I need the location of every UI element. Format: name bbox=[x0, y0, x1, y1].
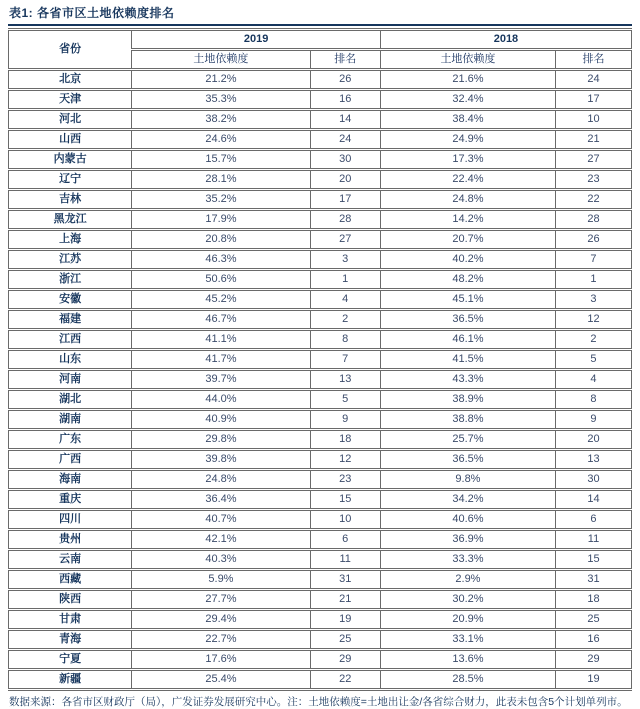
province-cell: 内蒙古 bbox=[9, 150, 132, 170]
dependency-2019-cell: 38.2% bbox=[132, 110, 310, 130]
dependency-2019-cell: 25.4% bbox=[132, 670, 310, 690]
header-province: 省份 bbox=[9, 30, 132, 70]
rank-2019-cell: 28 bbox=[310, 210, 380, 230]
dependency-2018-cell: 33.1% bbox=[380, 630, 555, 650]
rank-2019-cell: 15 bbox=[310, 490, 380, 510]
table-row bbox=[9, 350, 632, 370]
header-year-2018: 2018 bbox=[380, 30, 631, 50]
dependency-2018-cell: 45.1% bbox=[380, 290, 555, 310]
rank-2019-cell: 8 bbox=[310, 330, 380, 350]
page-title: 表1: 各省市区土地依赖度排名 bbox=[8, 2, 632, 26]
dependency-2019-cell: 36.4% bbox=[132, 490, 310, 510]
rank-2019-cell: 9 bbox=[310, 410, 380, 430]
province-cell: 重庆 bbox=[9, 490, 132, 510]
rank-2018-cell: 5 bbox=[555, 350, 631, 370]
dependency-2018-cell: 40.6% bbox=[380, 510, 555, 530]
dependency-2019-cell: 40.9% bbox=[132, 410, 310, 430]
rank-2019-cell: 10 bbox=[310, 510, 380, 530]
table-row bbox=[9, 270, 632, 290]
dependency-2019-cell: 39.8% bbox=[132, 450, 310, 470]
dependency-2019-cell: 35.2% bbox=[132, 190, 310, 210]
dependency-2018-cell: 38.9% bbox=[380, 390, 555, 410]
province-cell: 天津 bbox=[9, 90, 132, 110]
rank-2019-cell: 12 bbox=[310, 450, 380, 470]
dependency-2019-cell: 15.7% bbox=[132, 150, 310, 170]
province-cell: 山西 bbox=[9, 130, 132, 150]
rank-2019-cell: 27 bbox=[310, 230, 380, 250]
header-dependency-2019: 土地依赖度 bbox=[132, 50, 310, 70]
table-body bbox=[9, 70, 632, 690]
rank-2019-cell: 2 bbox=[310, 310, 380, 330]
table-row bbox=[9, 110, 632, 130]
dependency-2018-cell: 21.6% bbox=[380, 70, 555, 90]
rank-2019-cell: 5 bbox=[310, 390, 380, 410]
rank-2018-cell: 8 bbox=[555, 390, 631, 410]
rank-2018-cell: 23 bbox=[555, 170, 631, 190]
province-cell: 青海 bbox=[9, 630, 132, 650]
dependency-2018-cell: 20.7% bbox=[380, 230, 555, 250]
header-dependency-2018: 土地依赖度 bbox=[380, 50, 555, 70]
rank-2019-cell: 7 bbox=[310, 350, 380, 370]
rank-2018-cell: 22 bbox=[555, 190, 631, 210]
dependency-2019-cell: 41.1% bbox=[132, 330, 310, 350]
dependency-2019-cell: 40.3% bbox=[132, 550, 310, 570]
rank-2018-cell: 27 bbox=[555, 150, 631, 170]
table-row bbox=[9, 230, 632, 250]
dependency-2018-cell: 41.5% bbox=[380, 350, 555, 370]
province-cell: 宁夏 bbox=[9, 650, 132, 670]
dependency-2019-cell: 45.2% bbox=[132, 290, 310, 310]
rank-2018-cell: 7 bbox=[555, 250, 631, 270]
dependency-2019-cell: 20.8% bbox=[132, 230, 310, 250]
rank-2019-cell: 20 bbox=[310, 170, 380, 190]
dependency-2019-cell: 29.8% bbox=[132, 430, 310, 450]
rank-2018-cell: 15 bbox=[555, 550, 631, 570]
rank-2018-cell: 28 bbox=[555, 210, 631, 230]
province-cell: 吉林 bbox=[9, 190, 132, 210]
table-row bbox=[9, 490, 632, 510]
table-row bbox=[9, 130, 632, 150]
rank-2018-cell: 16 bbox=[555, 630, 631, 650]
dependency-2018-cell: 30.2% bbox=[380, 590, 555, 610]
rank-2018-cell: 14 bbox=[555, 490, 631, 510]
dependency-2018-cell: 36.5% bbox=[380, 450, 555, 470]
rank-2018-cell: 1 bbox=[555, 270, 631, 290]
header-year-row bbox=[9, 30, 632, 50]
dependency-2018-cell: 38.4% bbox=[380, 110, 555, 130]
table-row bbox=[9, 550, 632, 570]
rank-2019-cell: 21 bbox=[310, 590, 380, 610]
province-cell: 湖北 bbox=[9, 390, 132, 410]
dependency-2019-cell: 41.7% bbox=[132, 350, 310, 370]
dependency-2019-cell: 39.7% bbox=[132, 370, 310, 390]
province-cell: 河北 bbox=[9, 110, 132, 130]
rank-2018-cell: 6 bbox=[555, 510, 631, 530]
dependency-2019-cell: 28.1% bbox=[132, 170, 310, 190]
dependency-2019-cell: 21.2% bbox=[132, 70, 310, 90]
rank-2018-cell: 13 bbox=[555, 450, 631, 470]
rank-2018-cell: 26 bbox=[555, 230, 631, 250]
table-row bbox=[9, 210, 632, 230]
dependency-2018-cell: 24.9% bbox=[380, 130, 555, 150]
table-row bbox=[9, 290, 632, 310]
province-cell: 上海 bbox=[9, 230, 132, 250]
rank-2019-cell: 26 bbox=[310, 70, 380, 90]
dependency-2018-cell: 14.2% bbox=[380, 210, 555, 230]
province-cell: 浙江 bbox=[9, 270, 132, 290]
dependency-2019-cell: 42.1% bbox=[132, 530, 310, 550]
province-cell: 安徽 bbox=[9, 290, 132, 310]
rank-2018-cell: 24 bbox=[555, 70, 631, 90]
province-cell: 湖南 bbox=[9, 410, 132, 430]
dependency-2018-cell: 34.2% bbox=[380, 490, 555, 510]
dependency-2018-cell: 17.3% bbox=[380, 150, 555, 170]
table-header bbox=[9, 30, 632, 70]
land-dependency-table bbox=[8, 28, 632, 691]
province-cell: 甘肃 bbox=[9, 610, 132, 630]
header-rank-2018: 排名 bbox=[555, 50, 631, 70]
dependency-2019-cell: 46.3% bbox=[132, 250, 310, 270]
province-cell: 四川 bbox=[9, 510, 132, 530]
rank-2018-cell: 30 bbox=[555, 470, 631, 490]
rank-2018-cell: 20 bbox=[555, 430, 631, 450]
header-rank-2019: 排名 bbox=[310, 50, 380, 70]
rank-2018-cell: 9 bbox=[555, 410, 631, 430]
rank-2019-cell: 11 bbox=[310, 550, 380, 570]
dependency-2019-cell: 46.7% bbox=[132, 310, 310, 330]
dependency-2019-cell: 35.3% bbox=[132, 90, 310, 110]
table-row bbox=[9, 370, 632, 390]
province-cell: 江苏 bbox=[9, 250, 132, 270]
province-cell: 福建 bbox=[9, 310, 132, 330]
dependency-2019-cell: 29.4% bbox=[132, 610, 310, 630]
rank-2018-cell: 19 bbox=[555, 670, 631, 690]
province-cell: 云南 bbox=[9, 550, 132, 570]
province-cell: 河南 bbox=[9, 370, 132, 390]
rank-2019-cell: 4 bbox=[310, 290, 380, 310]
dependency-2019-cell: 17.9% bbox=[132, 210, 310, 230]
table-row bbox=[9, 250, 632, 270]
table-row bbox=[9, 470, 632, 490]
dependency-2018-cell: 38.8% bbox=[380, 410, 555, 430]
rank-2019-cell: 24 bbox=[310, 130, 380, 150]
rank-2019-cell: 1 bbox=[310, 270, 380, 290]
dependency-2018-cell: 40.2% bbox=[380, 250, 555, 270]
province-cell: 陕西 bbox=[9, 590, 132, 610]
dependency-2018-cell: 46.1% bbox=[380, 330, 555, 350]
table-row bbox=[9, 150, 632, 170]
dependency-2018-cell: 43.3% bbox=[380, 370, 555, 390]
rank-2019-cell: 13 bbox=[310, 370, 380, 390]
dependency-2019-cell: 44.0% bbox=[132, 390, 310, 410]
table-row bbox=[9, 430, 632, 450]
dependency-2018-cell: 9.8% bbox=[380, 470, 555, 490]
province-cell: 海南 bbox=[9, 470, 132, 490]
table-row bbox=[9, 70, 632, 90]
rank-2019-cell: 16 bbox=[310, 90, 380, 110]
rank-2018-cell: 4 bbox=[555, 370, 631, 390]
table-row bbox=[9, 510, 632, 530]
dependency-2018-cell: 36.5% bbox=[380, 310, 555, 330]
dependency-2018-cell: 48.2% bbox=[380, 270, 555, 290]
province-cell: 贵州 bbox=[9, 530, 132, 550]
rank-2019-cell: 19 bbox=[310, 610, 380, 630]
dependency-2019-cell: 24.6% bbox=[132, 130, 310, 150]
dependency-2018-cell: 24.8% bbox=[380, 190, 555, 210]
dependency-2019-cell: 24.8% bbox=[132, 470, 310, 490]
table-row bbox=[9, 610, 632, 630]
province-cell: 西藏 bbox=[9, 570, 132, 590]
rank-2018-cell: 17 bbox=[555, 90, 631, 110]
dependency-2018-cell: 28.5% bbox=[380, 670, 555, 690]
dependency-2019-cell: 50.6% bbox=[132, 270, 310, 290]
source-note: 数据来源：各省市区财政厅（局），广发证券发展研究中心。注：土地依赖度=土地出让金/各省综合财力，此表未包含5个计划单列市。 bbox=[9, 696, 628, 708]
dependency-2019-cell: 17.6% bbox=[132, 650, 310, 670]
rank-2019-cell: 3 bbox=[310, 250, 380, 270]
table-row bbox=[9, 190, 632, 210]
province-cell: 广西 bbox=[9, 450, 132, 470]
table-row bbox=[9, 670, 632, 690]
table-row bbox=[9, 310, 632, 330]
rank-2019-cell: 17 bbox=[310, 190, 380, 210]
rank-2018-cell: 25 bbox=[555, 610, 631, 630]
table-row bbox=[9, 90, 632, 110]
dependency-2018-cell: 2.9% bbox=[380, 570, 555, 590]
dependency-2018-cell: 22.4% bbox=[380, 170, 555, 190]
rank-2018-cell: 21 bbox=[555, 130, 631, 150]
table-row bbox=[9, 170, 632, 190]
dependency-2019-cell: 5.9% bbox=[132, 570, 310, 590]
dependency-2018-cell: 33.3% bbox=[380, 550, 555, 570]
province-cell: 北京 bbox=[9, 70, 132, 90]
table-row bbox=[9, 570, 632, 590]
dependency-2019-cell: 40.7% bbox=[132, 510, 310, 530]
table-row bbox=[9, 390, 632, 410]
dependency-2018-cell: 20.9% bbox=[380, 610, 555, 630]
table-row bbox=[9, 590, 632, 610]
table-row bbox=[9, 630, 632, 650]
province-cell: 黑龙江 bbox=[9, 210, 132, 230]
province-cell: 山东 bbox=[9, 350, 132, 370]
table-row bbox=[9, 450, 632, 470]
province-cell: 江西 bbox=[9, 330, 132, 350]
rank-2018-cell: 12 bbox=[555, 310, 631, 330]
header-year-2019: 2019 bbox=[132, 30, 381, 50]
dependency-2018-cell: 32.4% bbox=[380, 90, 555, 110]
rank-2019-cell: 29 bbox=[310, 650, 380, 670]
rank-2018-cell: 29 bbox=[555, 650, 631, 670]
table-row bbox=[9, 330, 632, 350]
province-cell: 广东 bbox=[9, 430, 132, 450]
dependency-2018-cell: 25.7% bbox=[380, 430, 555, 450]
rank-2018-cell: 10 bbox=[555, 110, 631, 130]
rank-2018-cell: 31 bbox=[555, 570, 631, 590]
rank-2018-cell: 2 bbox=[555, 330, 631, 350]
table-row bbox=[9, 530, 632, 550]
rank-2019-cell: 6 bbox=[310, 530, 380, 550]
table-row bbox=[9, 410, 632, 430]
province-cell: 辽宁 bbox=[9, 170, 132, 190]
rank-2019-cell: 14 bbox=[310, 110, 380, 130]
dependency-2018-cell: 13.6% bbox=[380, 650, 555, 670]
rank-2019-cell: 23 bbox=[310, 470, 380, 490]
rank-2019-cell: 30 bbox=[310, 150, 380, 170]
rank-2019-cell: 18 bbox=[310, 430, 380, 450]
rank-2018-cell: 18 bbox=[555, 590, 631, 610]
dependency-2018-cell: 36.9% bbox=[380, 530, 555, 550]
rank-2019-cell: 22 bbox=[310, 670, 380, 690]
rank-2019-cell: 25 bbox=[310, 630, 380, 650]
dependency-2019-cell: 27.7% bbox=[132, 590, 310, 610]
table-row bbox=[9, 650, 632, 670]
rank-2019-cell: 31 bbox=[310, 570, 380, 590]
province-cell: 新疆 bbox=[9, 670, 132, 690]
rank-2018-cell: 11 bbox=[555, 530, 631, 550]
dependency-2019-cell: 22.7% bbox=[132, 630, 310, 650]
rank-2018-cell: 3 bbox=[555, 290, 631, 310]
